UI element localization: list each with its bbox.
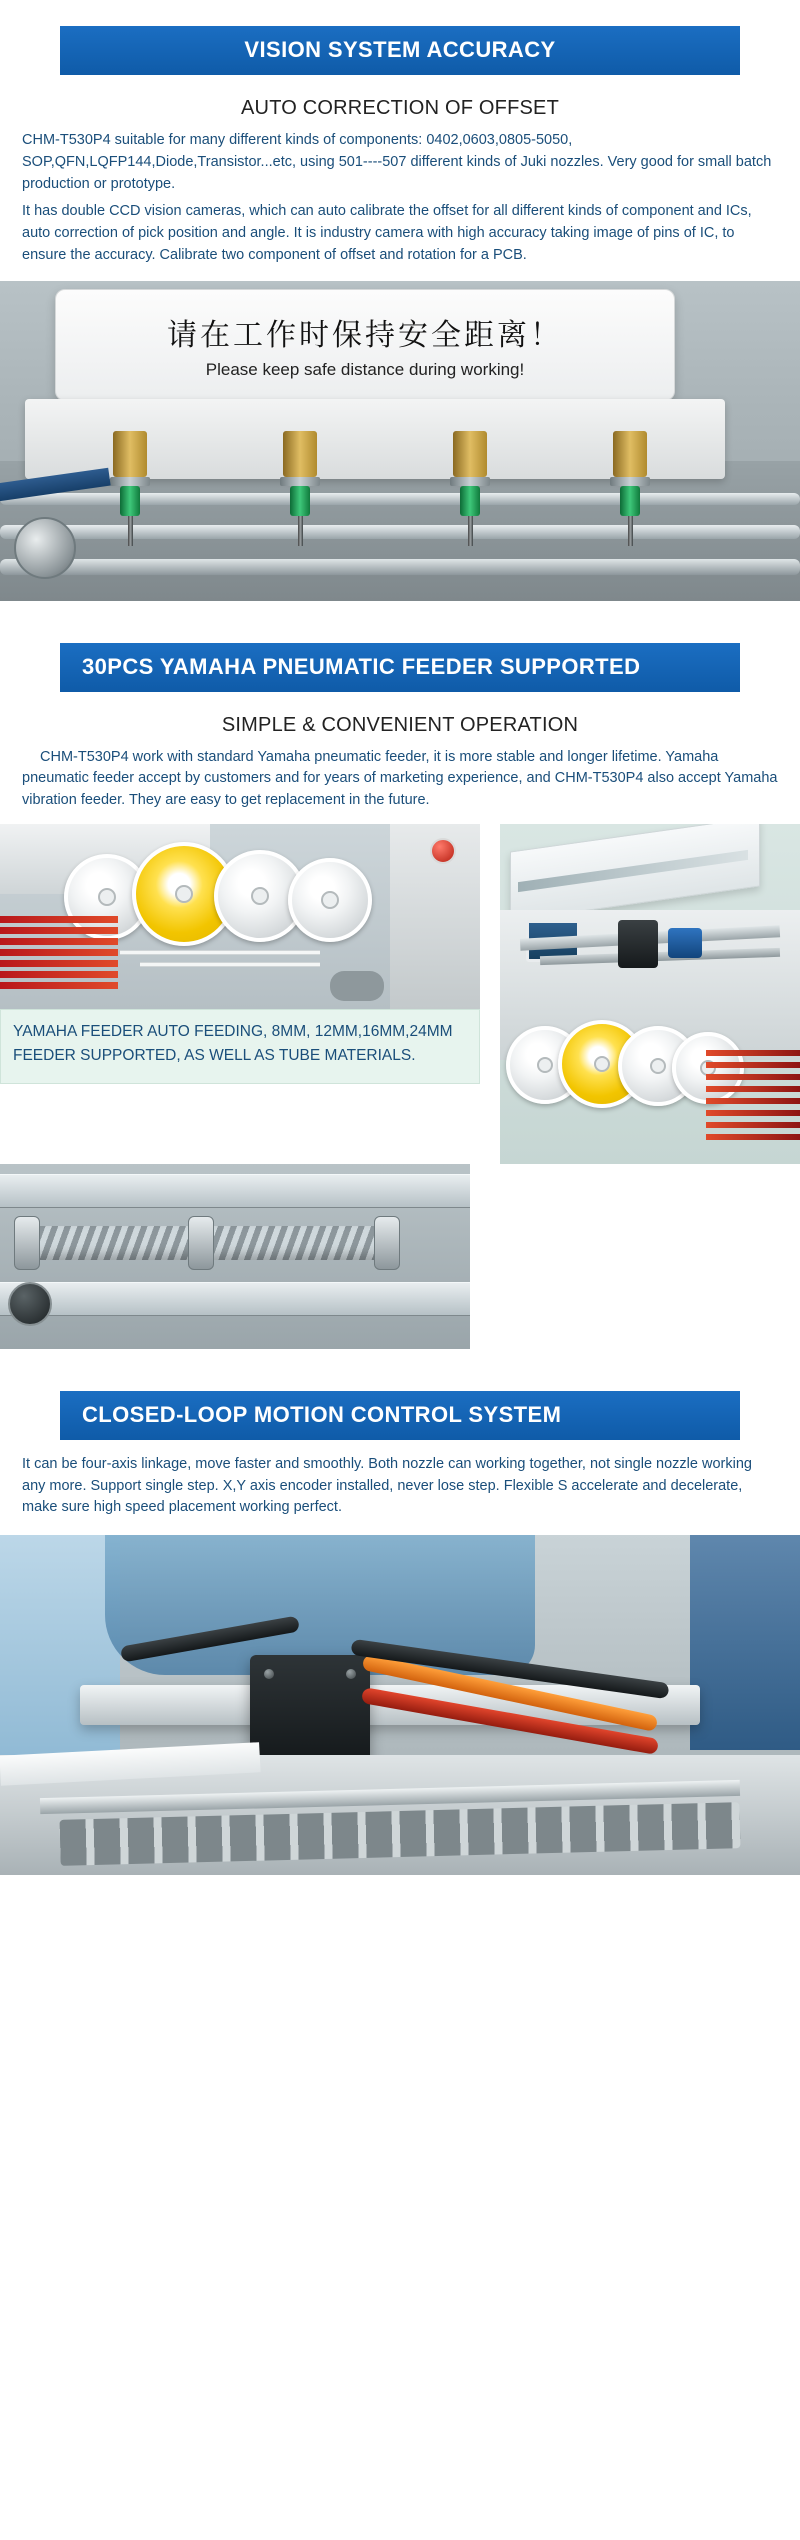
- nozzle-brass-body: [613, 431, 647, 477]
- nozzle-2: [278, 431, 322, 546]
- reel-hub: [175, 885, 193, 903]
- section-3-text: [0, 1454, 800, 1519]
- belt-pulley: [14, 517, 76, 579]
- feeder-unit: [706, 1098, 800, 1104]
- feeder-unit: [0, 916, 118, 923]
- feeder-unit: [0, 971, 118, 978]
- section-1-subtitle: AUTO CORRECTION OF OFFSET: [241, 97, 559, 119]
- feeder-unit: [0, 982, 118, 989]
- section-2-spacer: [0, 601, 800, 643]
- reel-hub: [251, 887, 269, 905]
- photo-lead-screw: [0, 1164, 470, 1349]
- nozzle-tip: [628, 516, 633, 546]
- nozzle-brass-body: [283, 431, 317, 477]
- safety-warning-label: [55, 289, 675, 401]
- section-3-spacer: [0, 1349, 800, 1391]
- photo-yamaha-feeders: [0, 824, 480, 1009]
- reel-hub: [537, 1057, 553, 1073]
- machine-left-cover: [0, 1535, 120, 1765]
- reel-hub: [321, 891, 339, 909]
- nozzle-green-holder: [290, 486, 310, 516]
- photo-machine-overview: [500, 824, 800, 1164]
- nozzle-collar: [110, 477, 150, 486]
- section-1-banner: VISION SYSTEM ACCURACY: [60, 26, 740, 75]
- section-1-paragraph-1: CHM-T530P4 suitable for many different kinds of components: 0402,0603,0805-5050, SOP,QFN,LQFP144,Diode,Transistor...etc, using 501----507 different kinds of Juki nozzles. Very good for small batch production or prototype.: [22, 132, 772, 192]
- reel-hub: [98, 888, 116, 906]
- section-2-paragraph-1: CHM-T530P4 work with standard Yamaha pneumatic feeder, it is more stable and longer lifetime. Yamaha pneumatic feeder accept by customers and for years of marketing experience, and CHM-T530P4 also accept Yamaha vibration feeder. They are easy to get replacement in the future.: [22, 748, 778, 808]
- component-tape-2: [140, 962, 320, 967]
- adjustment-knob[interactable]: [8, 1282, 52, 1326]
- feeder-unit: [706, 1062, 800, 1068]
- machine-blue-module: [668, 928, 702, 958]
- feeder-bank: [0, 916, 120, 996]
- emergency-stop-button[interactable]: [430, 838, 456, 864]
- photo-motion-system: [0, 1535, 800, 1875]
- guide-rail-bottom: [0, 1282, 470, 1316]
- feeder-unit: [706, 1074, 800, 1080]
- nozzle-4: [608, 431, 652, 546]
- warning-text-chinese: 请在工作时保持安全距离！: [167, 317, 563, 353]
- section-3-banner: CLOSED-LOOP MOTION CONTROL SYSTEM: [60, 1391, 740, 1440]
- section-3-text-spacer: [0, 1440, 800, 1454]
- feeder-unit: [706, 1134, 800, 1140]
- feeder-caption: YAMAHA FEEDER AUTO FEEDING, 8MM, 12MM,16MM,24MM FEEDER SUPPORTED, AS WELL AS TUBE MATERIALS.: [0, 1009, 480, 1084]
- motor-bolt: [346, 1669, 356, 1679]
- photo-rail-3: [0, 559, 800, 575]
- nozzle-collar: [450, 477, 490, 486]
- feeder-unit: [706, 1050, 800, 1056]
- screw-collar-left: [14, 1216, 40, 1270]
- nozzle-collar: [610, 477, 650, 486]
- motor-bolt: [264, 1669, 274, 1679]
- feeder-tray: [330, 971, 384, 1001]
- machine-feeder-bank: [704, 1044, 800, 1164]
- feeder-unit: [0, 960, 118, 967]
- section-1-text: [0, 130, 800, 267]
- nozzle-green-holder: [460, 486, 480, 516]
- top-spacer: [0, 0, 800, 26]
- section-2-photo-cluster: [0, 824, 800, 1164]
- feeder-unit: [706, 1086, 800, 1092]
- component-tape-1: [120, 950, 320, 955]
- bottom-spacer: [0, 1875, 800, 1901]
- section-2-subtitle: SIMPLE & CONVENIENT OPERATION: [221, 713, 579, 736]
- nozzle-1: [108, 431, 152, 546]
- nozzle-tip: [468, 516, 473, 546]
- reel-hub: [594, 1056, 610, 1072]
- guide-rail-top: [0, 1174, 470, 1208]
- nozzle-brass-body: [453, 431, 487, 477]
- nozzle-collar: [280, 477, 320, 486]
- machine-placement-head: [618, 920, 658, 968]
- section-2-text: [0, 747, 800, 812]
- component-reel-3: [288, 858, 372, 942]
- feeder-unit: [706, 1122, 800, 1128]
- feeder-unit: [0, 949, 118, 956]
- nozzle-green-holder: [120, 486, 140, 516]
- section-1-paragraph-2: It has double CCD vision cameras, which can auto calibrate the offset for all different kinds of component and ICs, auto correction of pick position and angle. It is industry camera with high accuracy taking image of pins of IC, to ensure the accuracy. Calibrate two component of offset and rotation for a PCB.: [22, 203, 752, 263]
- feeder-unit: [706, 1110, 800, 1116]
- nozzle-tip: [298, 516, 303, 546]
- nozzle-tip: [128, 516, 133, 546]
- photo-placement-head: [0, 281, 800, 601]
- machine-right-cover: [690, 1535, 800, 1750]
- section-2-banner: 30PCS YAMAHA PNEUMATIC FEEDER SUPPORTED: [60, 643, 740, 692]
- feeder-unit: [0, 927, 118, 934]
- section-3-paragraph-1: It can be four-axis linkage, move faster and smoothly. Both nozzle can working together, not single nozzle working any more. Support single step. X,Y axis encoder installed, never lose step. Flexible S accelerate and decelerate, make sure high speed placement working perfect.: [22, 1455, 752, 1516]
- feeder-unit: [0, 938, 118, 945]
- screw-collar-right: [374, 1216, 400, 1270]
- screw-collar-mid: [188, 1216, 214, 1270]
- nozzle-brass-body: [113, 431, 147, 477]
- section-2-photo-cluster-2: [0, 1164, 800, 1349]
- warning-text-english: Please keep safe distance during working!: [205, 359, 525, 379]
- nozzle-3: [448, 431, 492, 546]
- nozzle-green-holder: [620, 486, 640, 516]
- reel-hub: [650, 1058, 666, 1074]
